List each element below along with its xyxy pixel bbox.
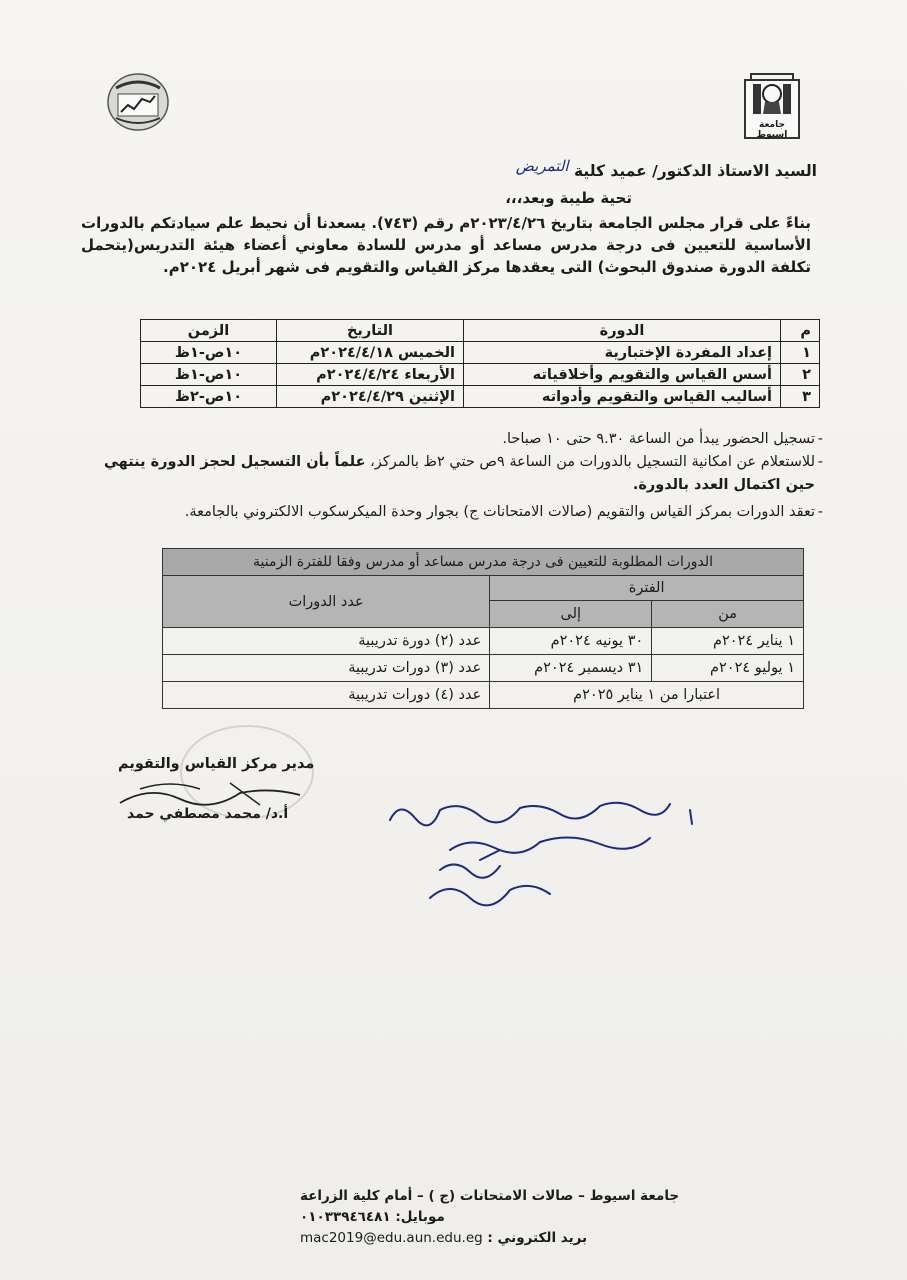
period-header: الفترة: [490, 576, 804, 601]
count-header: عدد الدورات: [163, 576, 490, 628]
row-time: ١٠ص-٢ظ: [141, 386, 277, 408]
row-count: عدد (٢) دورة تدريبية: [163, 628, 490, 655]
table-row: [163, 628, 804, 655]
bullet-dash-icon: -: [817, 431, 823, 447]
period-table-title: الدورات المطلوبة للتعيين فى درجة مدرس مساعد أو مدرس وفقا للفترة الزمنية: [163, 549, 804, 576]
signature-title: مدير مركز القياس والتقويم: [118, 756, 315, 772]
row-date: الخميس ٢٠٢٤/٤/١٨م: [277, 342, 464, 364]
addressee-line: [317, 157, 817, 180]
university-logo: [743, 72, 801, 140]
row-to: ٣٠ يونيه ٢٠٢٤م: [490, 628, 652, 655]
center-logo-icon: [106, 72, 170, 132]
signature-name: أ.د/ محمد مصطفي حمد: [127, 806, 289, 822]
note-3: - تعقد الدورات بمركز القياس والتقويم (صالات الامتحانات ج) بجوار وحدة الميكرسكوب الالكتروني بالجامعة.: [95, 501, 815, 524]
bullet-dash-icon: -: [817, 454, 823, 470]
row-time: ١٠ص-١ظ: [141, 364, 277, 386]
period-table: [162, 548, 804, 709]
col-header-time: الزمن: [141, 320, 277, 342]
row-course: أساليب القياس والتقويم وأدواته: [464, 386, 781, 408]
table-row: [141, 364, 820, 386]
addressee-handwritten: التمريض: [515, 157, 569, 175]
university-logo-text: جامعة اسيوط: [756, 120, 788, 140]
greeting: تحية طيبة وبعد،،،: [505, 189, 632, 207]
handwritten-annotation-icon: [370, 780, 710, 910]
col-header-date: التاريخ: [277, 320, 464, 342]
footer-email: mac2019@edu.aun.edu.eg: [300, 1230, 483, 1246]
row-merged-period: اعتبارا من ١ يناير ٢٠٢٥م: [490, 682, 804, 709]
center-logo: [106, 72, 170, 132]
footer-mobile: موبايل: ٠١٠٣٣٩٤٦٤٨١: [300, 1209, 445, 1225]
period-title-row: [163, 549, 804, 576]
footer-email-label: بريد الكتروني :: [487, 1230, 588, 1246]
row-date: الأربعاء ٢٠٢٤/٤/٢٤م: [277, 364, 464, 386]
note-1: - تسجيل الحضور يبدأ من الساعة ٩.٣٠ حتى ١٠ صباحا.: [95, 428, 815, 451]
col-header-number: م: [781, 320, 820, 342]
footer-address: جامعة اسيوط – صالات الامتحانات (ج ) – أمام كلية الزراعة: [300, 1188, 680, 1204]
table-row: [141, 386, 820, 408]
row-count: عدد (٣) دورات تدريبية: [163, 655, 490, 682]
table-row: [163, 682, 804, 709]
row-number: ١: [781, 342, 820, 364]
table-row: [163, 655, 804, 682]
footer-email-line: [300, 1230, 740, 1246]
row-time: ١٠ص-١ظ: [141, 342, 277, 364]
from-header: من: [652, 601, 804, 628]
row-to: ٣١ ديسمبر ٢٠٢٤م: [490, 655, 652, 682]
row-course: إعداد المفردة الإختبارية: [464, 342, 781, 364]
addressee: السيد الاستاذ الدكتور/ عميد كلية: [573, 162, 817, 180]
note-2: - للاستعلام عن امكانية التسجيل بالدورات من الساعة ٩ص حتي ٢ظ بالمركز، علماً بأن التسجيل لحجز الدورة ينتهي حين اكتمال العدد بالدورة.: [95, 451, 815, 497]
row-number: ٢: [781, 364, 820, 386]
body-paragraph: بناءً على قرار مجلس الجامعة بتاريخ ٢٠٢٣/٤/٢٦م رقم (٧٤٣). يسعدنا أن نحيط علم سيادتكم بالدورات الأساسية للتعيين فى درجة مدرس مساعد أو مدرس للسادة معاوني أعضاء هيئة التدريس(يتحمل تكلفة الدورة صندوق البحوث) التى يعقدها مركز القياس والتقويم فى شهر أبريل ٢٠٢٤م.: [81, 214, 811, 276]
col-header-course: الدورة: [464, 320, 781, 342]
schedule-table: [140, 319, 820, 408]
row-course: أسس القياس والتقويم وأخلاقياته: [464, 364, 781, 386]
row-from: ١ يوليو ٢٠٢٤م: [652, 655, 804, 682]
table-header-row: [141, 320, 820, 342]
row-date: الإثنين ٢٠٢٤/٤/٢٩م: [277, 386, 464, 408]
bullet-dash-icon: -: [817, 504, 823, 520]
row-count: عدد (٤) دورات تدريبية: [163, 682, 490, 709]
row-number: ٣: [781, 386, 820, 408]
to-header: إلى: [490, 601, 652, 628]
table-row: [141, 342, 820, 364]
row-from: ١ يناير ٢٠٢٤م: [652, 628, 804, 655]
